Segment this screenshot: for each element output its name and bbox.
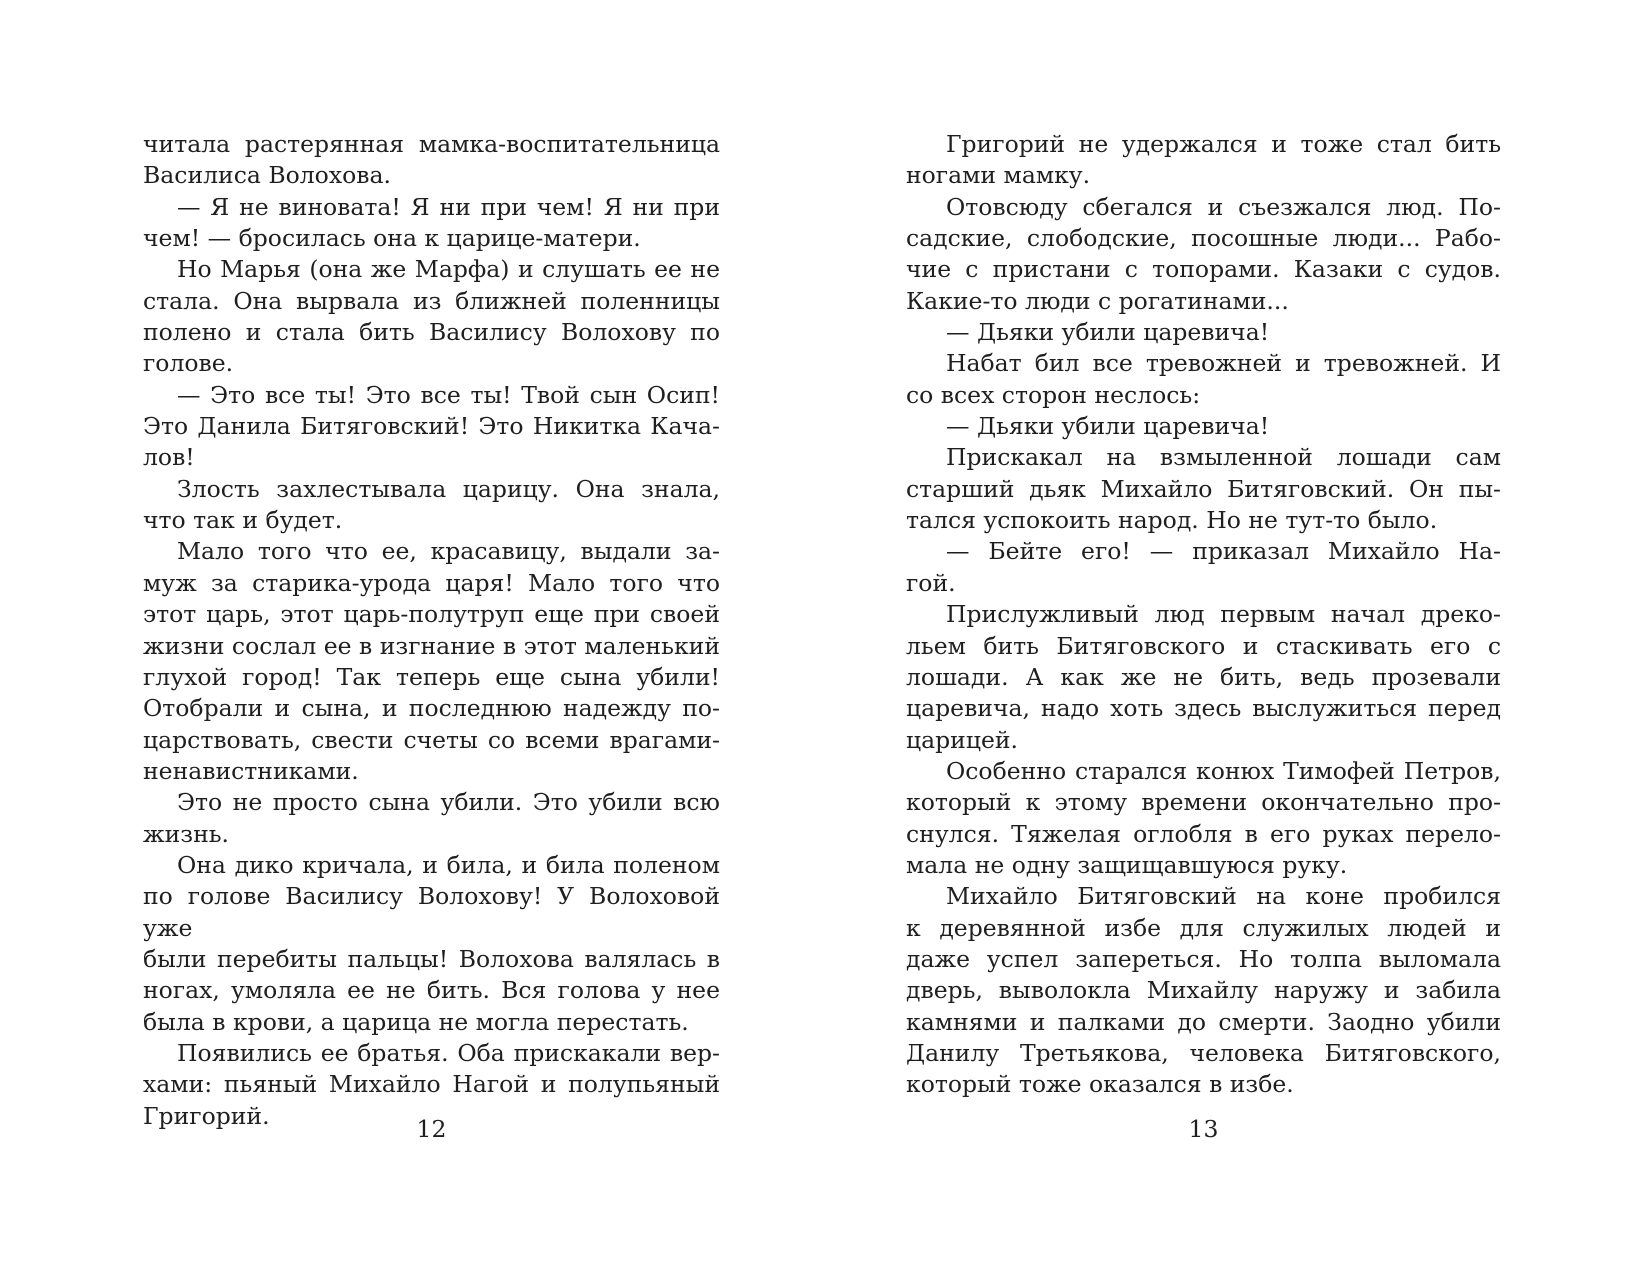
text-line: льем бить Битяговского и стаскивать его с <box>906 631 1501 660</box>
text-line: даже успел запереться. Но толпа выломала <box>906 944 1501 973</box>
text-line: снулся. Тяжелая оглобля в его руках перело- <box>906 819 1501 848</box>
paragraph <box>906 756 1501 881</box>
text-line: что так и будет. <box>143 506 343 535</box>
text-line: — Бейте его! — приказал Михайло На- <box>946 537 1501 566</box>
text-line: который к этому времени окончательно про- <box>906 788 1501 817</box>
text-line: были перебиты пальцы! Волохова валялась в <box>143 944 720 973</box>
text-line: Мало того что ее, красавицу, выдали за- <box>177 537 720 566</box>
text-line: дверь, выволокла Михайлу наружу и забила <box>906 976 1501 1005</box>
text-line: тался успокоить народ. Но не тут-то было. <box>906 506 1438 535</box>
text-line: гой. <box>906 568 956 597</box>
text-line: Появились ее братья. Оба прискакали вер- <box>177 1038 720 1067</box>
text-line: Злость захлестывала царицу. Она знала, <box>177 474 720 503</box>
paragraph <box>143 129 720 192</box>
text-line: стала. Она вырвала из ближней поленницы <box>143 286 720 315</box>
text-line: полено и стала бить Василису Волохову по <box>143 318 720 347</box>
text-line: жизни сослал ее в изгнание в этот маленький <box>143 631 720 660</box>
paragraph <box>143 787 720 850</box>
text-line: Особенно старался конюх Тимофей Петров, <box>946 756 1501 785</box>
page-number-left: 12 <box>416 1115 447 1143</box>
text-line: Это Данила Битяговский! Это Никитка Кача- <box>143 412 720 441</box>
text-line: ногах, умоляла ее не бить. Вся голова у нее <box>143 976 720 1005</box>
text-line: — Дьяки убили царевича! <box>946 318 1270 347</box>
text-line: Набат бил все тревожней и тревожней. И <box>946 349 1501 378</box>
paragraph <box>906 192 1501 317</box>
page-left-text-block <box>143 129 720 1132</box>
text-line: Григорий. <box>143 1101 270 1130</box>
page-number-right: 13 <box>1188 1115 1219 1143</box>
text-line: со всех сторон неслось: <box>906 380 1201 409</box>
text-line: царицей. <box>906 725 1018 754</box>
paragraph <box>143 380 720 474</box>
paragraph <box>906 599 1501 756</box>
text-line: — Дьяки убили царевича! <box>946 412 1270 441</box>
text-line: Она дико кричала, и била, и била поленом <box>177 850 720 879</box>
text-line: Василиса Волохова. <box>143 161 391 190</box>
text-line: была в крови, а царица не могла перестать. <box>143 1007 689 1036</box>
text-line: жизнь. <box>143 819 230 848</box>
text-line: ненавистниками. <box>143 756 359 785</box>
text-line: муж за старика-урода царя! Мало того что <box>143 568 720 597</box>
text-line: садские, слободские, посошные люди... Рабо- <box>906 224 1501 253</box>
page-right-text-block <box>906 129 1501 1101</box>
paragraph <box>143 536 720 787</box>
paragraph <box>143 254 720 379</box>
paragraph <box>906 348 1501 411</box>
paragraph <box>143 474 720 537</box>
text-line: царствовать, свести счеты со всеми врагами- <box>143 725 720 754</box>
paragraph <box>906 442 1501 536</box>
paragraph <box>906 129 1501 192</box>
text-line: Но Марья (она же Марфа) и слушать ее не <box>177 255 720 284</box>
text-line: Какие-то люди с рогатинами... <box>906 286 1289 315</box>
text-line: чие с пристани с топорами. Казаки с судов. <box>906 255 1501 284</box>
text-line: Отобрали и сына, и последнюю надежду по- <box>143 694 720 723</box>
text-line: царевича, надо хоть здесь выслужиться перед <box>906 694 1501 723</box>
text-line: чем! — бросилась она к царице-матери. <box>143 224 641 253</box>
text-line: лов! <box>143 443 195 472</box>
paragraph <box>906 317 1501 348</box>
text-line: лошади. А как же не бить, ведь прозевали <box>906 662 1501 691</box>
text-line: к деревянной избе для служилых людей и <box>906 913 1501 942</box>
paragraph <box>906 536 1501 599</box>
text-line: камнями и палками до смерти. Заодно убили <box>906 1007 1501 1036</box>
text-line: хами: пьяный Михайло Нагой и полупьяный <box>143 1070 720 1099</box>
paragraph <box>143 192 720 255</box>
text-line: мала не одну защищавшуюся руку. <box>906 850 1348 879</box>
text-line: глухой город! Так теперь еще сына убили! <box>143 662 720 691</box>
text-line: голове. <box>143 349 234 378</box>
text-line: старший дьяк Михайло Битяговский. Он пы- <box>906 474 1501 503</box>
text-line: Прислужливый люд первым начал дреко- <box>946 600 1501 629</box>
text-line: Михайло Битяговский на коне пробился <box>946 882 1501 911</box>
text-line: Это не просто сына убили. Это убили всю <box>177 788 720 817</box>
text-line: читала растерянная мамка-воспитательница <box>143 130 720 158</box>
text-line: Григорий не удержался и тоже стал бить <box>946 130 1501 158</box>
text-line: этот царь, этот царь-полутруп еще при своей <box>143 600 720 629</box>
text-line: который тоже оказался в избе. <box>906 1070 1294 1099</box>
text-line: ногами мамку. <box>906 161 1091 190</box>
paragraph <box>906 411 1501 442</box>
text-line: Прискакал на взмыленной лошади сам <box>946 443 1501 472</box>
paragraph <box>143 850 720 1038</box>
text-line: Данилу Третьякова, человека Битяговского, <box>906 1038 1501 1067</box>
text-line: по голове Василису Волохову! У Волоховой уже <box>143 882 720 942</box>
text-line: — Это все ты! Это все ты! Твой сын Осип! <box>177 380 720 409</box>
paragraph <box>906 881 1501 1100</box>
text-line: — Я не виновата! Я ни при чем! Я ни при <box>177 192 720 221</box>
text-line: Отовсюду сбегался и съезжался люд. По- <box>946 192 1501 221</box>
